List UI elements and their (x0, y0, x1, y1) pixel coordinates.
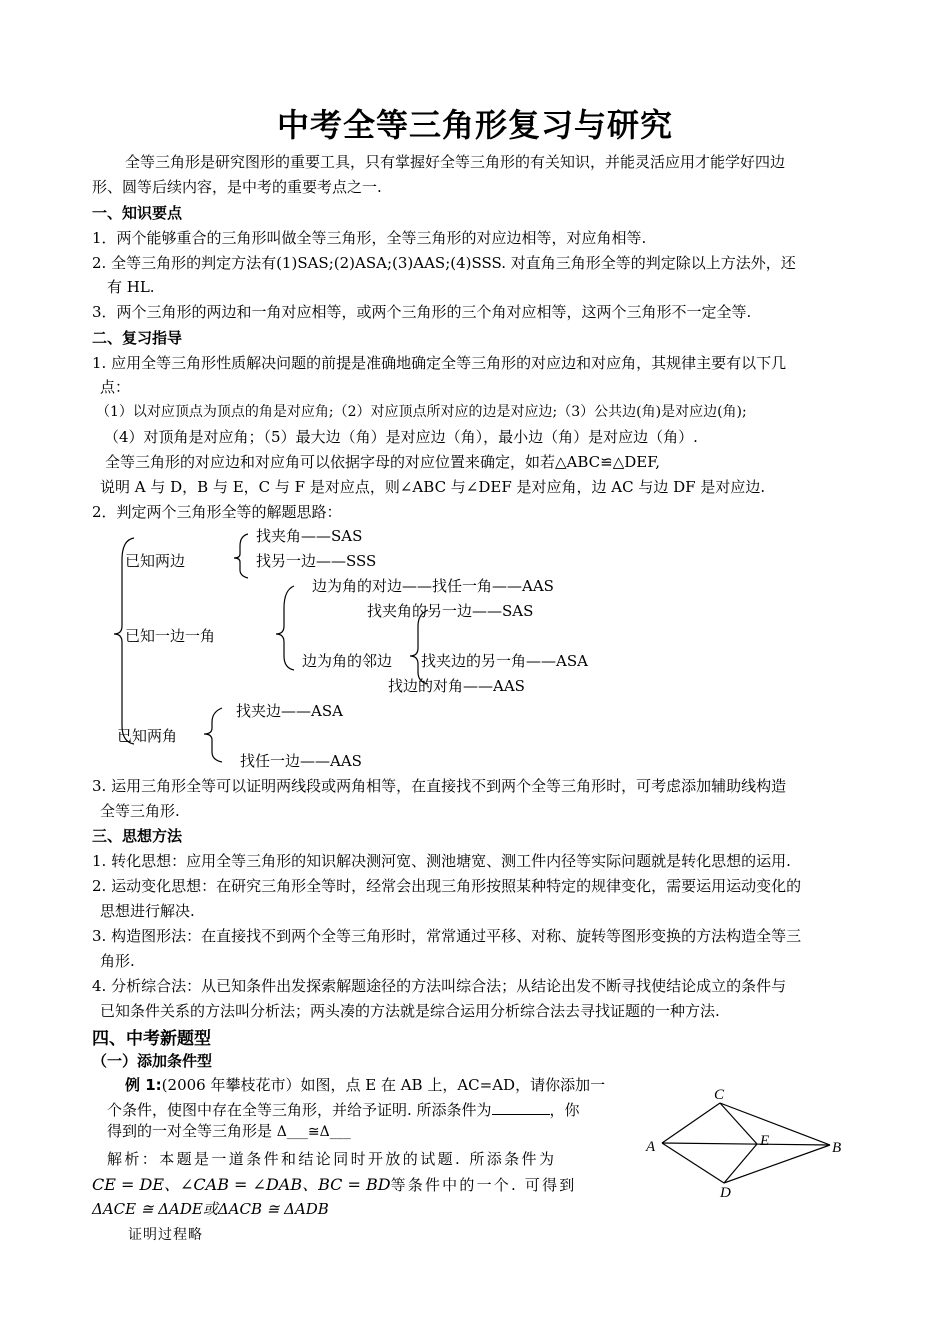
brace-two-angles (204, 708, 222, 762)
sec1-item-2: 2. 全等三角形的判定方法有(1)SAS;(2)ASA;(3)AAS;(4)SSS. 对直角三角形全等的判定除以上方法外，还 (92, 254, 796, 272)
analysis-conditions: CE = DE、∠CAB = ∠DAB、BC = BD (92, 1175, 391, 1194)
subsection-heading: （一）添加条件型 (92, 1052, 213, 1070)
tree-ta-b: 找任一边——AAS (240, 752, 362, 770)
section-heading-1: 一、知识要点 (92, 204, 183, 222)
sec3-item-3: 3. 构造图形法：在直接找不到两个全等三角形时，常常通过平移、对称、旋转等图形变换的方法构造全等三 (92, 927, 802, 945)
sec3-item-1: 1. 转化思想：应用全等三角形的知识解决测河宽、测池塘宽、测工件内径等实际问题就是转化思想的运用. (92, 852, 791, 870)
tree-two-sides: 已知两边 (125, 552, 186, 570)
section-heading-2: 二、复习指导 (92, 329, 183, 347)
analysis-line-3: ΔACE ≅ ΔADE或ΔACB ≅ ΔADB (92, 1200, 329, 1218)
tree-sa-adj-a: 找夹边的另一角——ASA (421, 652, 588, 670)
sec2-item-1-cont: 点： (100, 378, 131, 396)
page-title: 中考全等三角形复习与研究 (276, 106, 673, 144)
sec2-note-line-2: 说明 A 与 D，B 与 E，C 与 F 是对应点，则∠ABC 与∠DEF 是对应角，边 AC 与边 DF 是对应边. (100, 478, 766, 496)
sec2-item-3-cont: 全等三角形. (100, 802, 180, 820)
example-text-3: 得到的一对全等三角形是 (107, 1122, 273, 1140)
segment-ac (662, 1103, 720, 1143)
example-text-2a: 个条件，使图中存在全等三角形，并给予证明. 所添条件为 (107, 1101, 492, 1119)
sec3-item-3-cont: 角形. (100, 952, 135, 970)
segment-cb (720, 1103, 830, 1145)
tree-sa-adj-b: 找边的对角——AAS (388, 677, 525, 695)
segment-ce (720, 1103, 757, 1144)
tree-two-sides-b: 找另一边——SSS (256, 552, 377, 570)
example-line-1 (125, 1074, 605, 1095)
analysis-line-1: 解析：本题是一道条件和结论同时开放的试题. 所添条件为 (107, 1150, 557, 1168)
sec3-item-2: 2. 运动变化思想：在研究三角形全等时，经常会出现三角形按照某种特定的规律变化，需要运用运动变化的 (92, 877, 802, 895)
tree-sa-other: 找夹角的另一边——SAS (367, 602, 534, 620)
analysis-text-2b: 等条件中的一个. 可得到 (390, 1176, 577, 1194)
sec2-item-1: 1. 应用全等三角形性质解决问题的前提是准确地确定全等三角形的对应边和对应角，其规律主要有以下几 (92, 354, 787, 372)
sec1-item-2-cont: 有 HL. (107, 278, 155, 296)
tree-sa-adjacent: 边为角的邻边 (302, 652, 393, 670)
geometry-figure (640, 1085, 850, 1205)
label-d: D (720, 1185, 731, 1201)
label-a: A (646, 1139, 656, 1155)
example-text-2b: ，你 (549, 1101, 580, 1119)
brace-adjacent (410, 610, 428, 684)
sec1-item-1: 1．两个能够重合的三角形叫做全等三角形，全等三角形的对应边相等，对应角相等. (92, 229, 647, 247)
sec2-item-3: 3. 运用三角形全等可以证明两线段或两角相等，在直接找不到两个全等三角形时，可考虑添加辅助线构造 (92, 777, 787, 795)
sec1-item-3: 3．两个三角形的两边和一角对应相等，或两个三角形的三个角对应相等，这两个三角形不一定全等. (92, 303, 752, 321)
segment-ab (662, 1143, 830, 1145)
label-c: C (714, 1087, 725, 1103)
analysis-line-2 (92, 1172, 577, 1195)
proof-note: 证明过程略 (128, 1227, 203, 1243)
sec3-item-2-cont: 思想进行解决. (100, 902, 195, 920)
intro-line-2: 形、圆等后续内容，是中考的重要考点之一. (92, 178, 382, 196)
brace-side-angle (276, 586, 294, 670)
sec3-item-4: 4. 分析综合法：从已知条件出发探索解题途径的方法叫综合法；从结论出发不断寻找使结论成立的条件与 (92, 977, 787, 995)
label-b: B (832, 1140, 842, 1156)
example-line-2 (107, 1099, 580, 1120)
sec2-item-2: 2．判定两个三角形全等的解题思路： (92, 503, 342, 521)
segment-ad (662, 1143, 724, 1183)
example-label: 例 1: (125, 1076, 162, 1094)
answer-blank[interactable] (492, 1100, 550, 1115)
example-text-1: (2006 年攀枝花市）如图，点 E 在 AB 上，AC=AD，请你添加一 (161, 1076, 606, 1094)
tree-side-angle: 已知一边一角 (125, 627, 216, 645)
example-line-3 (107, 1120, 351, 1141)
brace-two-sides (234, 534, 248, 578)
intro-line-1: 全等三角形是研究图形的重要工具，只有掌握好全等三角形的有关知识，并能灵活应用才能学好四边 (125, 153, 786, 171)
sec2-rule-line-2: （4）对顶角是对应角；（5）最大边（角）是对应边（角），最小边（角）是对应边（角）. (104, 428, 698, 446)
tree-sa-opposite: 边为角的对边——找任一角——AAS (312, 577, 554, 595)
sec3-item-4-cont: 已知条件关系的方法叫分析法；两头凑的方法就是综合运用分析综合法去寻找证题的一种方法. (100, 1002, 720, 1020)
sec2-rule-line-1: （1）以对应顶点为顶点的角是对应角;（2）对应顶点所对应的边是对应边;（3）公共边(角)是对应边(角); (96, 404, 747, 420)
tree-two-sides-a: 找夹角——SAS (256, 527, 363, 545)
tree-ta-a: 找夹边——ASA (236, 702, 343, 720)
sec2-note-line-1: 全等三角形的对应边和对应角可以依据字母的对应位置来确定，如若△ABC≌△DEF, (105, 453, 661, 471)
tree-two-angles: 已知两角 (117, 727, 178, 745)
example-blank-triangles: Δ___≅Δ___ (276, 1124, 351, 1140)
section-heading-4: 四、中考新题型 (92, 1029, 211, 1049)
section-heading-3: 三、思想方法 (92, 827, 183, 845)
label-e: E (760, 1133, 770, 1149)
